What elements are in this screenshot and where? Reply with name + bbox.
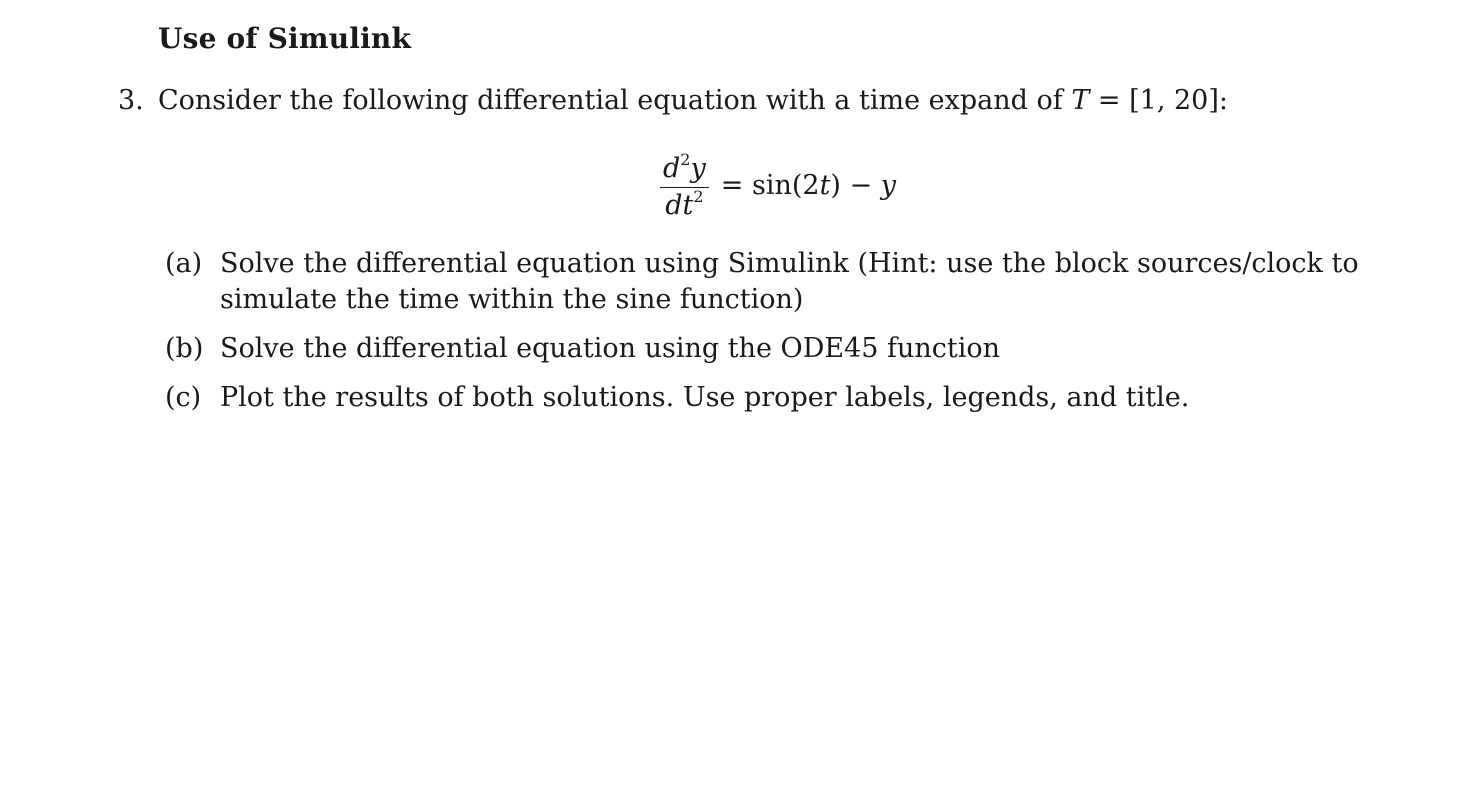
- second-derivative-fraction: [660, 149, 709, 222]
- sub-question-label: (a): [165, 248, 203, 279]
- sub-question-text: Plot the results of both solutions. Use proper labels, legends, and title.: [220, 382, 1190, 413]
- problem-intro: Consider the following differential equation with a time expand of: [158, 85, 1063, 116]
- sub-question-text: Solve the differential equation using the ODE45 function: [220, 333, 1001, 364]
- denominator-exponent: 2: [693, 186, 704, 206]
- sub-question-a: [165, 246, 1405, 318]
- fraction-numerator: [660, 149, 709, 188]
- numerator-exponent: 2: [680, 149, 691, 169]
- equation-right-side: [721, 170, 896, 201]
- rhs-minus: −: [840, 169, 881, 201]
- denominator-dt: dt: [665, 189, 694, 221]
- problem-number: 3.: [118, 85, 144, 116]
- time-range-variable: T: [1071, 85, 1090, 116]
- sub-question-text: Solve the differential equation using Simulink (Hint: use the block sources/clock to simulate the time within the sine function): [220, 248, 1359, 315]
- rhs-y-variable: y: [880, 169, 897, 201]
- sub-question-label: (b): [165, 333, 204, 364]
- section-title: Use of Simulink: [158, 22, 412, 55]
- differential-equation: [660, 148, 896, 226]
- time-range-value: = [1, 20]:: [1089, 85, 1228, 116]
- fraction-denominator: [662, 188, 706, 222]
- sub-question-b: [165, 331, 1405, 367]
- equals-sign: =: [720, 169, 744, 201]
- sub-question-label: (c): [165, 382, 202, 413]
- sub-question-list: [165, 246, 1405, 429]
- rhs-sine: sin(2: [751, 169, 820, 201]
- rhs-time-variable: t: [819, 169, 831, 201]
- sub-question-c: [165, 380, 1405, 416]
- problem-statement: [118, 85, 1228, 116]
- numerator-variable: y: [690, 152, 706, 184]
- numerator-d: d: [663, 152, 681, 184]
- rhs-close-paren: ): [830, 169, 841, 201]
